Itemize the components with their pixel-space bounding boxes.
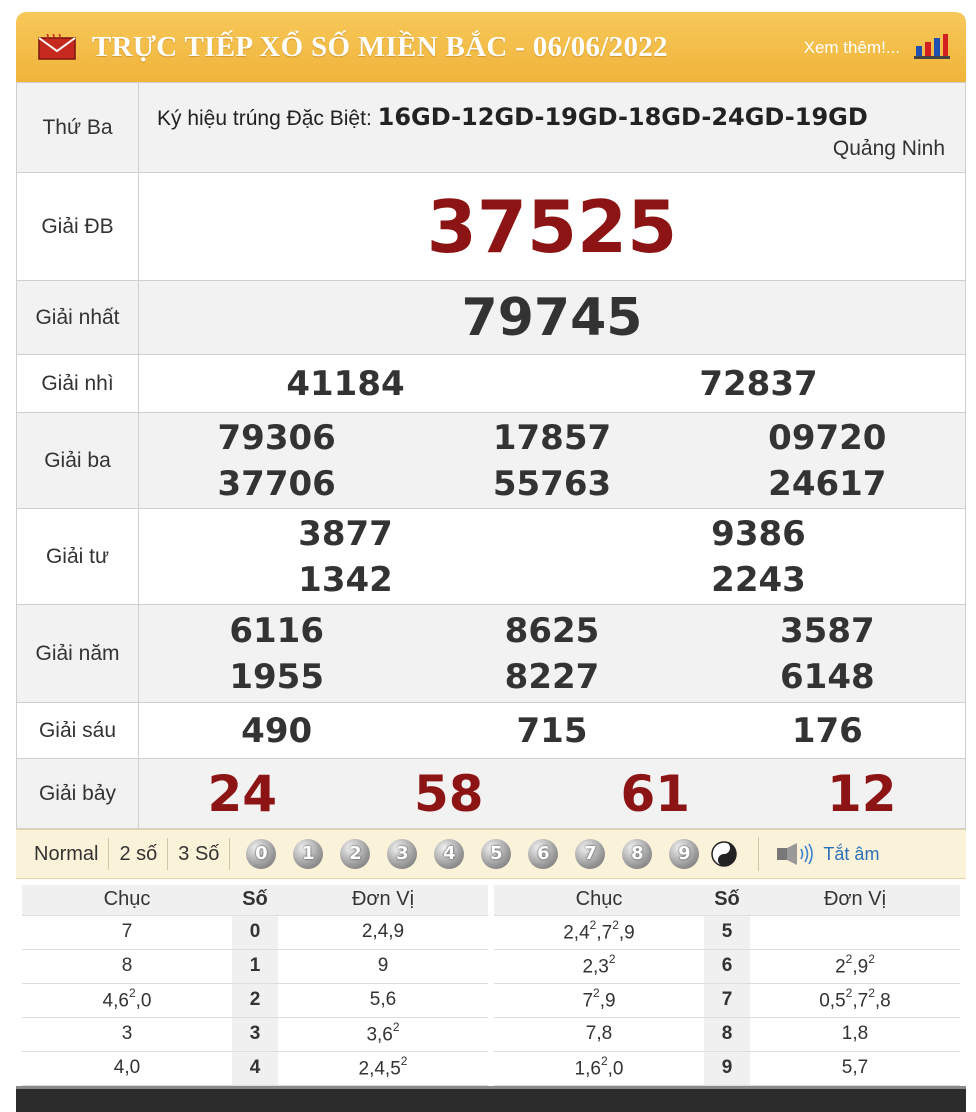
loto-donvi-cell: 2,4,5$^2$ xyxy=(278,1051,488,1085)
loto-row xyxy=(494,1051,960,1085)
loto-donvi-cell: $0,5^2,7^2,8$ xyxy=(750,983,960,1017)
mode-2-digit-button[interactable]: 2 số xyxy=(109,838,168,870)
mode-3-digit-button[interactable]: 3 Số xyxy=(168,838,230,870)
prize-number: 61 xyxy=(620,764,691,823)
digit-8-button[interactable]: 8 xyxy=(622,839,652,869)
loto-row xyxy=(22,1051,488,1085)
loto-chuc-cell: 7 xyxy=(22,915,232,949)
col-header-so: Số xyxy=(232,885,278,915)
loto-chuc-cell: 7,8 xyxy=(494,1017,704,1051)
prize-number: 79306 xyxy=(217,417,336,458)
province-name: Quảng Ninh xyxy=(832,136,945,160)
prize-number: 8625 xyxy=(504,610,600,651)
loto-so-cell: 7 xyxy=(704,983,750,1017)
prize-number: 3877 xyxy=(298,513,393,554)
loto-so-cell: 2 xyxy=(232,983,278,1017)
prize-number: 715 xyxy=(516,710,588,751)
prize-number: 2243 xyxy=(711,559,806,600)
loto-donvi-cell: 2,4,9 xyxy=(278,915,488,949)
loto-chuc-cell: 4,0 xyxy=(22,1051,232,1085)
prize-db-number: 37525 xyxy=(426,184,678,269)
symbol-codes: 16GD-12GD-19GD-18GD-24GD-19GD xyxy=(377,102,868,131)
prize-number: 37706 xyxy=(217,463,336,504)
symbol-label: Ký hiệu trúng Đặc Biệt: xyxy=(157,106,372,130)
mute-toggle[interactable]: Tắt âm xyxy=(823,843,880,864)
prize-label-nhi: Giải nhì xyxy=(17,355,139,413)
loto-table-right xyxy=(494,885,960,1086)
prize-number: 8227 xyxy=(504,656,600,697)
loto-donvi-cell: 5,6 xyxy=(278,983,488,1017)
digit-3-button[interactable]: 3 xyxy=(387,839,417,869)
display-toolbar xyxy=(16,829,966,879)
loto-chuc-cell: $2,4^2,7^2,9$ xyxy=(494,915,704,949)
loto-so-cell: 5 xyxy=(704,915,750,949)
loto-donvi-cell xyxy=(750,915,960,949)
prize-nhat-cell xyxy=(139,281,966,355)
loto-donvi-cell: 5,7 xyxy=(750,1051,960,1085)
prize-number: 9386 xyxy=(711,513,806,554)
prize-bay-cell xyxy=(139,759,966,829)
mode-normal-button[interactable]: Normal xyxy=(24,838,109,870)
speaker-icon[interactable] xyxy=(775,842,815,866)
prize-label-tu: Giải tư xyxy=(17,509,139,605)
loto-chuc-cell: $4,6^2,0$ xyxy=(22,983,232,1017)
toolbar-divider xyxy=(758,837,759,871)
yin-yang-icon[interactable] xyxy=(710,840,738,868)
lottery-results-card xyxy=(16,12,966,1110)
prize-number: 6116 xyxy=(229,610,324,651)
prize-number: 176 xyxy=(791,710,863,751)
digit-6-button[interactable]: 6 xyxy=(528,839,558,869)
digit-2-button[interactable]: 2 xyxy=(340,839,370,869)
loto-row xyxy=(22,1017,488,1051)
loto-chuc-cell: $1,6^2,0$ xyxy=(494,1051,704,1085)
results-table xyxy=(16,82,966,829)
loto-row xyxy=(494,1017,960,1051)
loto-chuc-cell: 8 xyxy=(22,949,232,983)
digit-4-button[interactable]: 4 xyxy=(434,839,464,869)
digit-filter-group xyxy=(246,839,716,869)
prize-label-nam: Giải năm xyxy=(17,605,139,703)
loto-row xyxy=(494,983,960,1017)
loto-chuc-cell: $7^2,9$ xyxy=(494,983,704,1017)
day-label: Thứ Ba xyxy=(17,83,139,173)
loto-donvi-cell: $3,6^2$ xyxy=(278,1017,488,1051)
loto-donvi-cell: 1,8 xyxy=(750,1017,960,1051)
loto-row xyxy=(22,983,488,1017)
loto-so-cell: 9 xyxy=(704,1051,750,1085)
see-more-link[interactable]: Xem thêm!... xyxy=(803,38,900,57)
digit-5-button[interactable]: 5 xyxy=(481,839,511,869)
bottom-bar xyxy=(16,1086,966,1112)
prize-number: 41184 xyxy=(286,363,405,404)
loto-section xyxy=(16,879,966,1086)
loto-table-left xyxy=(22,885,488,1086)
prize-number: 58 xyxy=(413,764,484,823)
loto-so-cell: 1 xyxy=(232,949,278,983)
loto-donvi-cell: 9 xyxy=(278,949,488,983)
digit-9-button[interactable]: 9 xyxy=(669,839,699,869)
loto-so-cell: 8 xyxy=(704,1017,750,1051)
loto-so-cell: 0 xyxy=(232,915,278,949)
prize-number: 24 xyxy=(207,764,278,823)
mail-icon xyxy=(38,34,76,60)
prize-sau-cell xyxy=(139,703,966,759)
prize-number: 55763 xyxy=(492,463,612,504)
page-title: TRỰC TIẾP XỔ SỐ MIỀN BẮC - 06/06/2022 xyxy=(92,30,668,63)
bar-chart-icon[interactable] xyxy=(914,32,950,60)
loto-row xyxy=(22,915,488,949)
prize-label-bay: Giải bảy xyxy=(17,759,139,829)
col-header-chuc: Chục xyxy=(22,885,232,915)
loto-donvi-cell: $2^2,9^2$ xyxy=(750,949,960,983)
loto-row xyxy=(494,949,960,983)
loto-so-cell: 4 xyxy=(232,1051,278,1085)
prize-number: 3587 xyxy=(780,610,875,651)
prize-db-cell xyxy=(139,173,966,281)
prize-number: 72837 xyxy=(699,363,818,404)
prize-nhat-number: 79745 xyxy=(461,287,643,348)
prize-number: 1955 xyxy=(229,656,324,697)
prize-nhi-cell xyxy=(139,355,966,413)
col-header-donvi: Đơn Vị xyxy=(750,885,960,915)
loto-chuc-cell: 3 xyxy=(22,1017,232,1051)
prize-label-sau: Giải sáu xyxy=(17,703,139,759)
prize-ba-cell xyxy=(139,413,966,509)
col-header-so: Số xyxy=(704,885,750,915)
prize-number: 12 xyxy=(826,764,897,823)
prize-label-nhat: Giải nhất xyxy=(17,281,139,355)
prize-number: 09720 xyxy=(768,417,887,458)
prize-label-db: Giải ĐB xyxy=(17,173,139,281)
col-header-chuc: Chục xyxy=(494,885,704,915)
digit-1-button[interactable]: 1 xyxy=(293,839,323,869)
col-header-donvi: Đơn Vị xyxy=(278,885,488,915)
digit-0-button[interactable]: 0 xyxy=(246,839,276,869)
prize-number: 17857 xyxy=(492,417,612,458)
results-header xyxy=(16,12,966,82)
digit-7-button[interactable]: 7 xyxy=(575,839,605,869)
loto-so-cell: 6 xyxy=(704,949,750,983)
loto-row xyxy=(22,949,488,983)
special-symbol-cell xyxy=(139,83,966,173)
loto-so-cell: 3 xyxy=(232,1017,278,1051)
prize-number: 6148 xyxy=(780,656,875,697)
prize-nam-cell xyxy=(139,605,966,703)
loto-chuc-cell: $2,3^2$ xyxy=(494,949,704,983)
loto-row xyxy=(494,915,960,949)
prize-tu-cell xyxy=(139,509,966,605)
prize-number: 490 xyxy=(241,710,313,751)
prize-number: 24617 xyxy=(768,463,887,504)
prize-number: 1342 xyxy=(298,559,393,600)
prize-label-ba: Giải ba xyxy=(17,413,139,509)
